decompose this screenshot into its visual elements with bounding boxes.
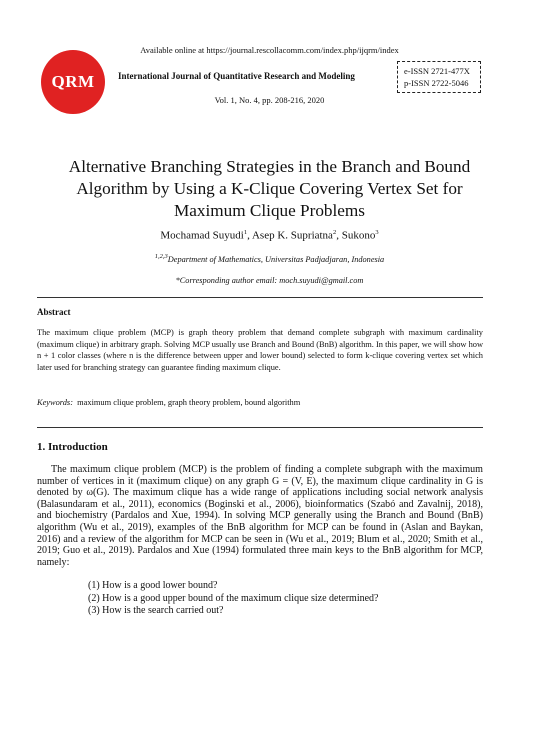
affiliation xyxy=(0,253,539,264)
section-heading: 1. Introduction xyxy=(37,441,108,453)
logo-text: QRM xyxy=(51,72,95,91)
available-online: Available online at https://journal.rescollacomm.com/index.php/ijqrm/index xyxy=(140,45,399,55)
author-2: Asep K. Supriatna xyxy=(251,229,333,242)
eissn: e-ISSN 2721-477X xyxy=(404,66,470,76)
divider-top xyxy=(37,297,483,298)
paper-title xyxy=(40,156,499,222)
corresponding-author: *Corresponding author email: moch.suyudi@gmail.com xyxy=(175,276,364,285)
author-3-sup: 3 xyxy=(375,229,379,236)
keywords-label: Keywords: xyxy=(37,398,73,407)
author-3: Sukono xyxy=(341,229,376,242)
title-line-1: Alternative Branching Strategies in the Branch and Bound xyxy=(68,157,471,176)
abstract-text: The maximum clique problem (MCP) is graph theory problem that demand complete subgraph with maximum cardinality (maximum clique) in arbitrary graph. Solving MCP usually use Branch and Bound (BnB) algorithm. In this paper, we will show how n + 1 color classes (where n is the difference between upper and lower bound) selected to form k-clique covering vertex set which later used for branching strategy can guarantee finding maximum clique. xyxy=(37,328,483,372)
intro-paragraph-text: The maximum clique problem (MCP) is the problem of finding a complete subgraph with the maximum number of vertices in it (maximum clique) on any graph G = (V, E), the maximum clique cardinality in G is denoted by ω(G). The maximum clique has a wide range of applications including social network analysis (Balasundaram et al., 2011), economics (Boginski et al., 2006), bioinformatics (Szabó and Zavalnij, 2018), and biochemistry (Pardalos and Xue, 1994). In solving MCP generally using the Branch and Bound (BnB) algorithm (Wu et al., 2019), examples of the BnB algorithm for MCP can be found in (Aslan and Baykan, 2016) and a review of the algorithm for MCP can be seen in (Wu et al., 2019; Blum et al., 2020; Smith et al., 2019; Guo et al., 2019). Pardalos and Xue (1994) formulated three main keys to the BnB algorithm for MCP, namely: xyxy=(37,464,483,568)
question-3: (3) How is the search carried out? xyxy=(88,605,224,616)
intro-paragraph xyxy=(37,464,483,568)
divider-bottom xyxy=(37,427,483,428)
affiliation-text: Department of Mathematics, Universitas Padjadjaran, Indonesia xyxy=(167,254,385,264)
issn-box xyxy=(397,61,481,93)
keywords xyxy=(37,398,483,407)
keywords-text: maximum clique problem, graph theory problem, bound algorithm xyxy=(77,398,301,407)
question-2: (2) How is a good upper bound of the maximum clique size determined? xyxy=(88,593,379,604)
affiliation-sup: 1,2,3 xyxy=(154,253,168,260)
author-1-sup: 1 xyxy=(243,229,248,236)
author-list: Mochamad Suyudi$^1$, Asep K. Supriatna$^2$, Sukono$^3$ xyxy=(160,229,379,242)
pissn: p-ISSN 2722-5046 xyxy=(404,78,469,88)
title-line-2: Algorithm by Using a K-Clique Covering Vertex Set for xyxy=(76,179,463,198)
abstract-heading: Abstract xyxy=(37,307,71,317)
question-1: (1) How is a good lower bound? xyxy=(88,580,218,591)
title-line-3: Maximum Clique Problems xyxy=(174,201,365,220)
author-1: Mochamad Suyudi xyxy=(160,229,244,242)
volume-info: Vol. 1, No. 4, pp. 208-216, 2020 xyxy=(214,95,325,105)
journal-name: International Journal of Quantitative Research and Modeling xyxy=(118,71,355,81)
author-2-sup: 2 xyxy=(332,229,337,236)
